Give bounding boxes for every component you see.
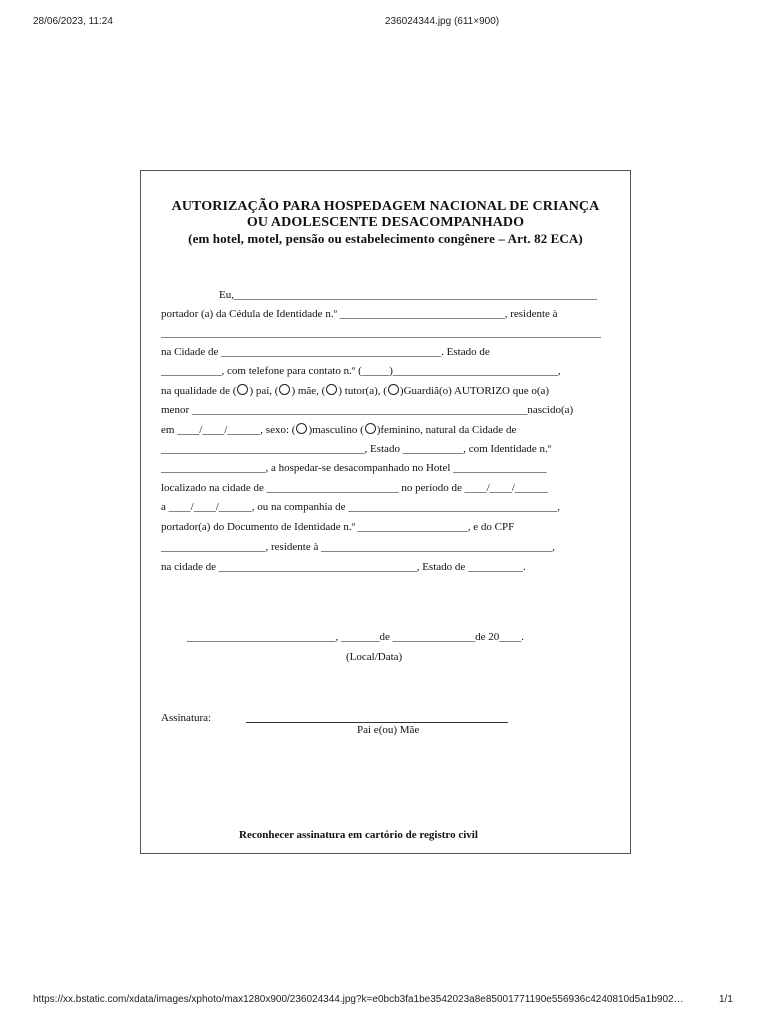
form-title-line1: AUTORIZAÇÃO PARA HOSPEDAGEM NACIONAL DE CRIANÇA [171,199,600,214]
radio-masculino[interactable] [296,423,307,434]
relationship-pai-label: ) pai, ( [249,385,279,397]
radio-guardiao[interactable] [388,384,399,395]
form-line-relationship [161,384,613,397]
print-page-number: 1/1 [719,994,733,1005]
form-line-name: Eu,__________________________________________________________________ [219,289,597,301]
form-line-companion-city: na cidade de ____________________________________, Estado de __________. [161,561,526,573]
relationship-tutor-label: ) tutor(a), ( [338,385,387,397]
form-line-period: localizado na cidade de ________________________ no período de ____/____/______ [161,482,548,494]
radio-tutor[interactable] [326,384,337,395]
signature-label: Assinatura: [161,712,212,724]
date-line: ___________________________, _______de _______________de 20____. [187,631,525,643]
print-datetime: 28/06/2023, 11:24 [33,16,113,27]
radio-mae[interactable] [279,384,290,395]
form-title-line2: OU ADOLESCENTE DESACOMPANHADO [246,215,525,230]
form-line-companion: a ____/____/______, ou na companhia de ______________________________________, [161,501,561,513]
form-line-birth-sex [161,423,613,436]
masculino-label: )masculino ( [308,424,364,436]
radio-feminino[interactable] [365,423,376,434]
signature-caption: Pai e(ou) Mãe [357,724,420,736]
form-line-id: portador (a) da Cédula de Identidade n.º ______________________________, residente à [161,308,558,320]
radio-pai[interactable] [237,384,248,395]
relationship-mae-label: ) mãe, ( [291,385,326,397]
form-line-hotel: ___________________, a hospedar-se desacompanhado no Hotel _________________ [161,462,547,474]
form-line-address: ________________________________________________________________________________ [161,327,601,339]
form-line-cpf-residence: ___________________, residente à __________________________________________, [161,541,555,553]
relationship-prefix: na qualidade de ( [161,385,237,397]
print-url: https://xx.bstatic.com/xdata/images/xphoto/max1280x900/236024344.jpg?k=e0bcb3fa1be3542023a8e85001771190e556936c4240810d5a1b902… [33,994,684,1005]
form-title-line3: (em hotel, motel, pensão ou estabelecimento congênere – Art. 82 ECA) [188,231,583,246]
feminino-label: )feminino, natural da Cidade de [376,424,517,436]
date-caption: (Local/Data) [346,651,403,663]
relationship-guardiao-label: )Guardiã(o) AUTORIZO que o(a) [399,385,550,397]
form-line-document: portador(a) do Documento de Identidade n.º ____________________, e do CPF [161,521,515,533]
birth-sex-prefix: em ____/____/______, sexo: ( [161,424,296,436]
form-line-state-identity: _____________________________________, Estado ___________, com Identidade n.º [161,443,552,455]
signature-line [246,722,508,723]
notary-note: Reconhecer assinatura em cartório de registro civil [239,829,478,841]
print-page-title: 236024344.jpg (611×900) [385,16,500,27]
form-line-phone: ___________, com telefone para contato n.º (_____)______________________________, [161,365,561,377]
form-line-minor: menor _____________________________________________________________nascido(a) [161,404,574,416]
form-line-city: na Cidade de ________________________________________. Estado de [161,346,490,358]
authorization-form [140,170,631,854]
